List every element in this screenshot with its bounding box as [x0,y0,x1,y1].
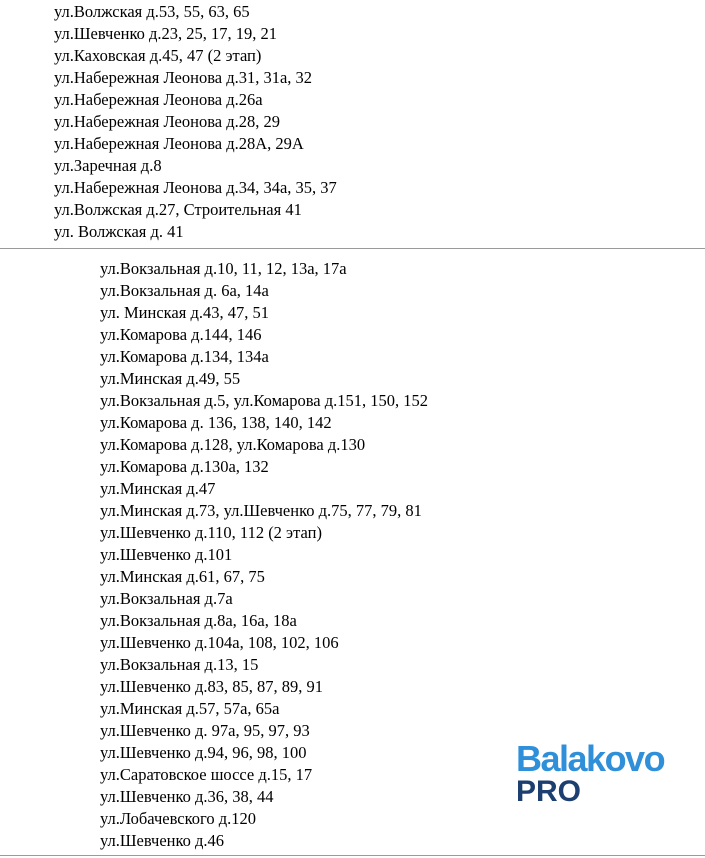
list-item: ул.Вокзальная д.10, 11, 12, 13а, 17а [100,259,347,278]
list-item: ул.Набережная Леонова д.26а [54,90,263,109]
list-item: ул.Шевченко д.83, 85, 87, 89, 91 [100,677,324,696]
list-item: ул.Вокзальная д. 6а, 14а [100,281,269,300]
list-item: ул. Волжская д. 41 [54,222,184,241]
list-item: ул.Комарова д.130а, 132 [100,457,269,476]
list-item: ул.Комарова д.134, 134а [100,347,269,366]
list-item: ул.Комарова д.144, 146 [100,325,262,344]
list-item: ул.Шевченко д.94, 96, 98, 100 [100,743,307,762]
address-list [0,1,705,243]
list-item: ул.Минская д.73, ул.Шевченко д.75, 77, 79, 81 [100,501,422,520]
list-item: ул.Шевченко д.110, 112 (2 этап) [100,523,322,542]
list-item: ул.Саратовское шоссе д.15, 17 [100,765,313,784]
list-item: ул.Каховская д.45, 47 (2 этап) [54,46,262,65]
list-item: ул.Волжская д.27, Строительная 41 [54,200,302,219]
balakovo-pro-logo [516,738,666,808]
list-item: ул.Лобачевского д.120 [100,809,257,828]
list-item: ул.Набережная Леонова д.34, 34а, 35, 37 [54,178,337,197]
list-item: ул.Вокзальная д.5, ул.Комарова д.151, 150, 152 [100,391,429,410]
logo-wordmark-top: Balakovo [516,738,665,779]
list-item: ул.Вокзальная д.13, 15 [100,655,259,674]
list-item: ул.Минская д.47 [100,479,216,498]
list-item: ул.Шевченко д.101 [100,545,233,564]
list-item: ул.Вокзальная д.8а, 16а, 18а [100,611,297,630]
list-item: ул.Комарова д. 136, 138, 140, 142 [100,413,332,432]
list-item: ул.Минская д.57, 57а, 65а [100,699,280,718]
list-item: ул.Шевченко д.46 [100,831,225,850]
list-item: ул.Волжская д.53, 55, 63, 65 [54,2,250,21]
list-item: ул.Шевченко д.36, 38, 44 [100,787,274,806]
section-divider [0,248,705,249]
section-divider [0,855,705,856]
list-item: ул.Набережная Леонова д.28А, 29А [54,134,304,153]
list-item: ул.Минская д.49, 55 [100,369,241,388]
list-item: ул.Набережная Леонова д.31, 31а, 32 [54,68,313,87]
list-item: ул.Минская д.61, 67, 75 [100,567,265,586]
list-item: ул.Шевченко д.104а, 108, 102, 106 [100,633,339,652]
logo-wordmark-bottom: PRO [516,775,582,808]
list-item: ул.Заречная д.8 [54,156,162,175]
list-item: ул. Минская д.43, 47, 51 [100,303,269,322]
list-item: ул.Вокзальная д.7а [100,589,233,608]
list-item: ул.Комарова д.128, ул.Комарова д.130 [100,435,366,454]
list-item: ул.Набережная Леонова д.28, 29 [54,112,280,131]
list-item: ул.Шевченко д.23, 25, 17, 19, 21 [54,24,278,43]
list-item: ул.Шевченко д. 97а, 95, 97, 93 [100,721,310,740]
address-list-top [0,1,705,243]
